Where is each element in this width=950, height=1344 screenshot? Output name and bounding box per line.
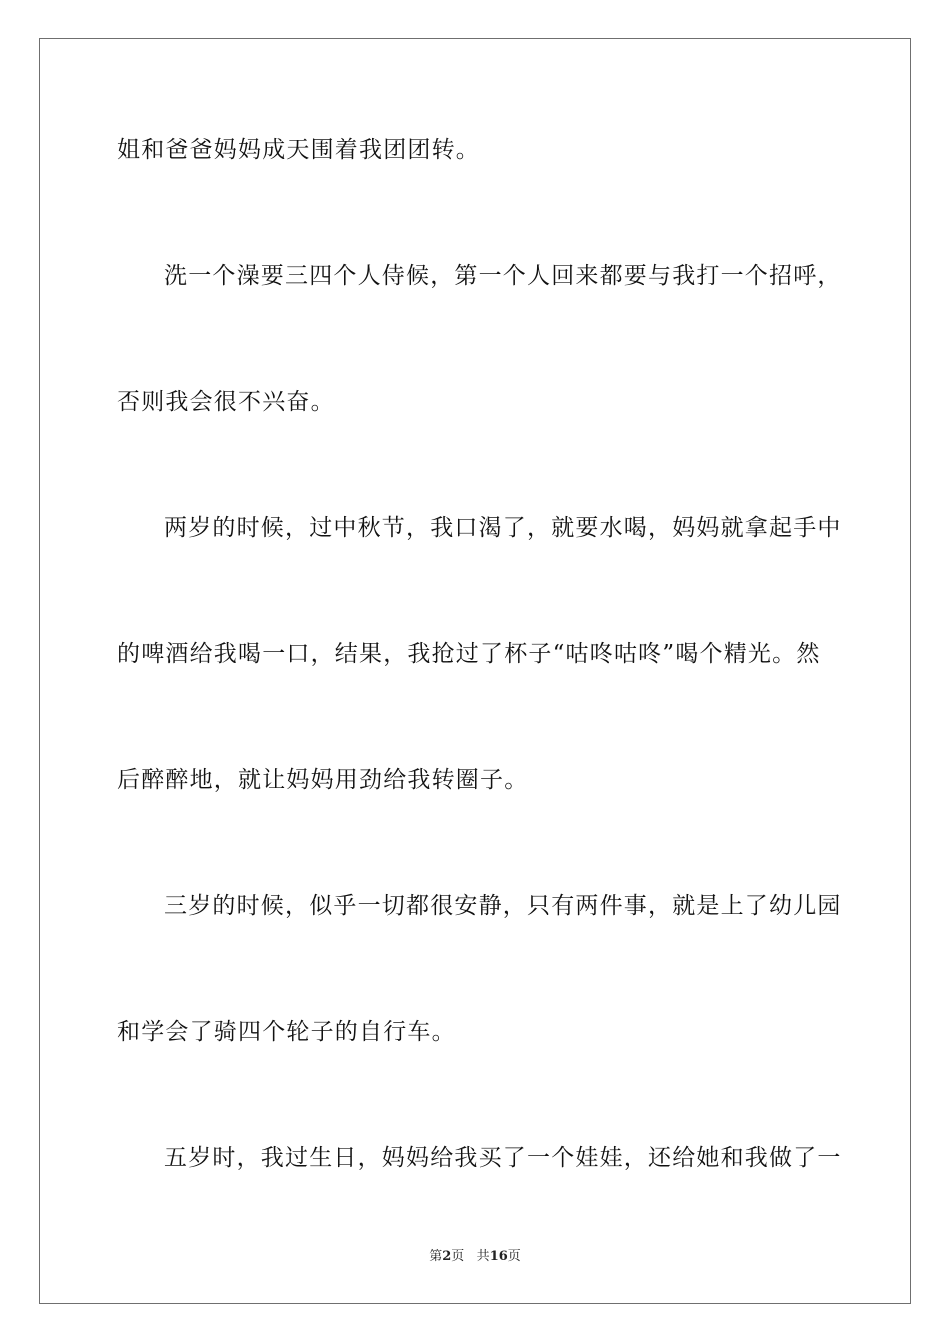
total-pages: 16 xyxy=(489,1249,508,1264)
page-footer xyxy=(0,1248,950,1266)
total-prefix: 共 xyxy=(476,1249,490,1264)
page-number: 2 xyxy=(442,1249,452,1264)
text-line: 五岁时，我过生日，妈妈给我买了一个娃娃，还给她和我做了一 xyxy=(164,1145,842,1171)
text-line: 后醉醉地，就让妈妈用劲给我转圈子。 xyxy=(117,767,529,793)
text-line: 姐和爸爸妈妈成天围着我团团转。 xyxy=(117,137,480,163)
text-line: 两岁的时候，过中秋节，我口渴了，就要水喝，妈妈就拿起手中 xyxy=(164,515,842,541)
page-suffix: 页 xyxy=(451,1249,465,1264)
total-suffix: 页 xyxy=(507,1249,521,1264)
page-border xyxy=(39,38,911,1304)
text-line: 否则我会很不兴奋。 xyxy=(117,389,335,415)
text-line: 的啤酒给我喝一口，结果，我抢过了杯子“咕咚咕咚”喝个精光。然 xyxy=(117,641,821,667)
text-line: 和学会了骑四个轮子的自行车。 xyxy=(117,1019,456,1045)
text-line: 洗一个澡要三四个人侍候，第一个人回来都要与我打一个招呼， xyxy=(164,263,842,289)
page-prefix: 第 xyxy=(429,1249,443,1264)
text-line: 三岁的时候，似乎一切都很安静，只有两件事，就是上了幼儿园 xyxy=(164,893,842,919)
